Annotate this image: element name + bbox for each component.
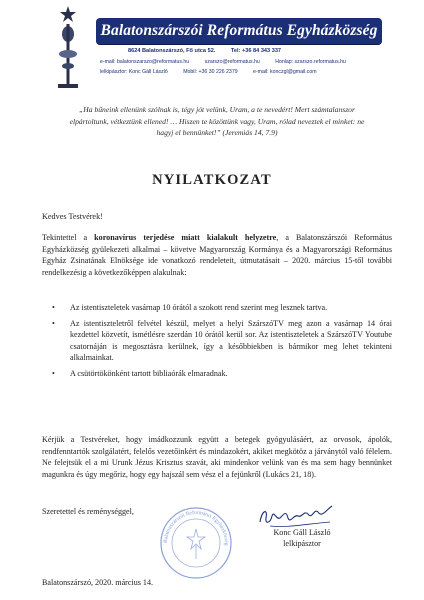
- website[interactable]: Honlap: szarszo.reformatus.hu: [275, 59, 346, 65]
- intro-text-start: Tekintettel a: [42, 233, 95, 242]
- closing-line: Szeretettel és reménységgel,: [42, 507, 134, 516]
- list-item: • Az istentiszteletek vasárnap 10 órától a szokott rend szerint meg lesznek tartva.: [52, 302, 392, 314]
- svg-text:Balatonszárszói Református Egy: [163, 509, 229, 546]
- stamp-text: Balatonszárszói Református Egyházközség: [162, 509, 230, 546]
- phone: Tel: +36 84 343 337: [230, 48, 282, 54]
- signer-block: [262, 528, 342, 549]
- bible-quote: „Ha bűneink ellenünk szólnak is, tégy jót velünk, Uram, a te nevedért! Mert számtalanszor elpártoltunk, vétkeztünk ellened! … Hiszen te közöttünk vagy, Uram, rólad neveztek el minket: ne hagyj el bennünket!” (Jeremiás 14, 7.9): [69, 105, 365, 138]
- address-line: [128, 47, 418, 55]
- intro-bold-phrase: koronavírus terjedése miatt kialakult helyzetre: [94, 233, 277, 242]
- pastor-email[interactable]: e-mail: konczgl@gmail.com: [253, 69, 317, 75]
- list-item: • A csütörtökönként tartott bibliaórák elmaradnak.: [52, 368, 392, 380]
- intro-paragraph: [42, 232, 392, 278]
- list-item: • Az istentiszteletről felvétel készül, melyet a helyi SzárszóTV meg azon a vasárnap 14 órai kezdettel közvetít, ismétlésre szerdán 10 órától kerül sor. Az istentiszteletek a SzárszóTV Youtube csatornáján is megosztásra kerülnek, így a későbbiekben is bármikor meg lehet tekinteni alkalmainkat.: [52, 318, 392, 364]
- place-and-date: Balatonszárszó, 2020. március 14.: [42, 578, 154, 587]
- salutation: Kedves Testvérek!: [42, 212, 103, 221]
- organization-banner: Balatonszárszói Református Egyházközség: [96, 18, 382, 44]
- prayer-request-paragraph: Kérjük a Testvéreket, hogy imádkozzunk együtt a betegek gyógyulásáért, az orvosok, ápolók, rendfenntartók szolgálatért, felelős vezetőinkért és mindazokért, akiket megkötöz a járványtól való félelem. Ne felejtsük el a mi Urunk Jézus Krisztus szavát, aki mindenkor velünk van és ma sem hagy bennünket magunkra és úgy megőriz, hogy egy hajszál sem vész el a fejünkről (Lukács 21, 18).: [42, 435, 392, 479]
- email-line: [100, 58, 390, 66]
- church-stamp: [158, 505, 234, 581]
- pastor: lelkipásztor: Konc Gáll László: [100, 69, 168, 75]
- letterhead: [0, 0, 424, 100]
- pastor-line: [100, 68, 390, 76]
- signer-name: Konc Gáll László: [273, 528, 331, 537]
- document-title: NYILATKOZAT: [152, 172, 272, 188]
- email-secondary[interactable]: szarszo@reformatus.hu: [204, 59, 260, 65]
- address: 8624 Balatonszárszó, Fő utca 52.: [128, 48, 216, 54]
- mobile: Mobil: +36 30 226 2379: [183, 69, 238, 75]
- intro-text-rest: , a Balatonszárszói Református Egyházközség gyülekezeti alkalmai – követve Magyarország Kormánya és a Magyarországi Református Egyház Zsinatának Elnöksége ide vonatkozó rendeleteit, útmutatásait – 2020. március 15-től további rendelkezésig a következőképpen alakulnak:: [42, 233, 392, 277]
- email[interactable]: e-mail: balatonszarszo@reformatus.hu: [100, 59, 190, 65]
- signer-role: lelkipásztor: [283, 538, 321, 548]
- church-emblem-icon: [50, 4, 86, 94]
- arrangement-list: [52, 302, 392, 383]
